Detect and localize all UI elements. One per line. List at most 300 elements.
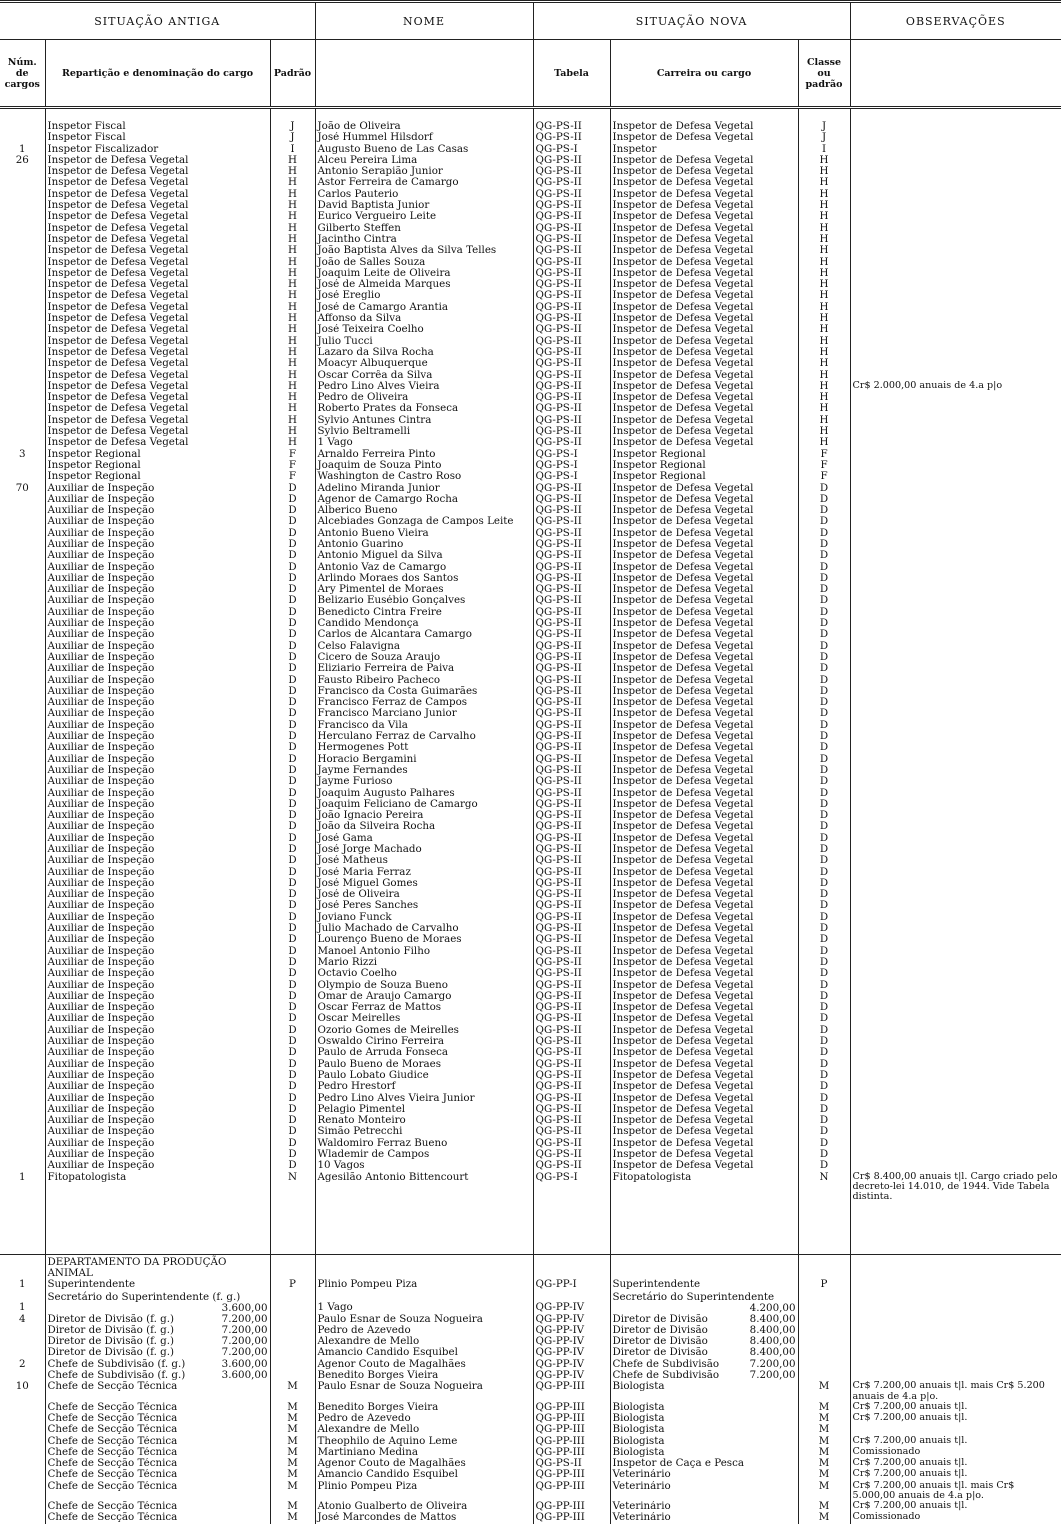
- num-cargos-cell: [0, 415, 45, 426]
- cargo-cell: Auxiliar de Inspeção: [45, 1047, 270, 1058]
- table-row: [0, 957, 1061, 968]
- padrao-cell: D: [270, 720, 315, 731]
- carreira-cell: Inspetor de Defesa Vegetal: [610, 1093, 798, 1104]
- cargo-cell: Auxiliar de Inspeção: [45, 584, 270, 595]
- name-cell: Atonio Gualberto de Oliveira: [315, 1501, 533, 1512]
- classe-cell: D: [798, 483, 850, 494]
- observation-cell: [850, 776, 1061, 787]
- name-cell: José Gama: [315, 833, 533, 844]
- classe-cell: D: [798, 867, 850, 878]
- cargo-cell: Auxiliar de Inspeção: [45, 618, 270, 629]
- table-row: [0, 1047, 1061, 1058]
- classe-cell: H: [798, 223, 850, 234]
- table-row: [0, 1172, 1061, 1203]
- classe-cell: D: [798, 776, 850, 787]
- observation-cell: [850, 1002, 1061, 1013]
- cargo-label: Secretário do Superintendente (f. g.): [47, 1290, 241, 1303]
- padrao-cell: D: [270, 494, 315, 505]
- cargo-label: Chefe de Secção Técnica: [47, 1413, 178, 1424]
- table-row: [0, 912, 1061, 923]
- carreira-label: Chefe de Subdivisão: [612, 1358, 720, 1370]
- num-cargos-cell: [0, 290, 45, 301]
- padrao-cell: D: [270, 1025, 315, 1036]
- table-row: [0, 336, 1061, 347]
- padrao-cell: F: [270, 449, 315, 460]
- name-cell: Joaquim Leite de Oliveira: [315, 268, 533, 279]
- table-row: [0, 934, 1061, 945]
- cargo-label: Chefe de Subdivisão (f. g.): [47, 1358, 186, 1370]
- observation-cell: [850, 957, 1061, 968]
- padrao-cell: H: [270, 279, 315, 290]
- observation-cell: [850, 1093, 1061, 1104]
- table-row: [0, 550, 1061, 561]
- carreira-cell: [610, 1512, 798, 1523]
- num-cargos-cell: [0, 1458, 45, 1469]
- table-row: [0, 663, 1061, 674]
- classe-cell: D: [798, 1070, 850, 1081]
- observation-cell: [850, 403, 1061, 414]
- cargo-cell: Inspetor de Defesa Vegetal: [45, 415, 270, 426]
- carreira-cell: Inspetor de Defesa Vegetal: [610, 833, 798, 844]
- name-cell: Wlademir de Campos: [315, 1149, 533, 1160]
- table-row: [0, 290, 1061, 301]
- num-cargos-cell: [0, 528, 45, 539]
- classe-cell: H: [798, 189, 850, 200]
- padrao-cell: H: [270, 211, 315, 222]
- carreira-cell: [610, 1291, 798, 1314]
- name-cell: Pedro Lino Alves Vieira Junior: [315, 1093, 533, 1104]
- num-cargos-cell: [0, 460, 45, 471]
- tabela-cell: QG-PS-II: [533, 878, 610, 889]
- padrao-cell: M: [270, 1469, 315, 1480]
- cargo-cell: Auxiliar de Inspeção: [45, 1081, 270, 1092]
- cargo-cell: Inspetor Regional: [45, 449, 270, 460]
- name-cell: Carlos de Alcantara Camargo: [315, 629, 533, 640]
- classe-cell: D: [798, 844, 850, 855]
- observation-cell: [850, 324, 1061, 335]
- tabela-cell: QG-PS-II: [533, 776, 610, 787]
- carreira-cell: Inspetor de Defesa Vegetal: [610, 437, 798, 448]
- padrao-cell: D: [270, 607, 315, 618]
- num-cargos-cell: [0, 900, 45, 911]
- num-cargos-cell: [0, 968, 45, 979]
- num-cargos-cell: [0, 302, 45, 313]
- padrao-cell: D: [270, 1002, 315, 1013]
- carreira-label: Superintendente: [612, 1279, 701, 1291]
- cargo-cell: [45, 1424, 270, 1435]
- cargo-cell: Inspetor de Defesa Vegetal: [45, 336, 270, 347]
- carreira-cell: Inspetor de Defesa Vegetal: [610, 652, 798, 663]
- name-cell: Octavio Coelho: [315, 968, 533, 979]
- tabela-cell: QG-PS-II: [533, 900, 610, 911]
- carreira-cell: Inspetor de Defesa Vegetal: [610, 923, 798, 934]
- table-row: [0, 799, 1061, 810]
- classe-cell: J: [798, 121, 850, 132]
- padrao-cell: D: [270, 980, 315, 991]
- observation-cell: [850, 912, 1061, 923]
- tabela-cell: QG-PS-II: [533, 370, 610, 381]
- tabela-cell: QG-PS-II: [533, 1160, 610, 1171]
- classe-cell: D: [798, 1059, 850, 1070]
- name-cell: Antonio Miguel da Silva: [315, 550, 533, 561]
- cargo-cell: Auxiliar de Inspeção: [45, 720, 270, 731]
- tabela-header: Tabela: [533, 40, 610, 108]
- classe-cell: D: [798, 663, 850, 674]
- observation-cell: Cr$ 7.200,00 anuais t|l. mais Cr$ 5.000,00 anuais de 4.a p|o.: [850, 1481, 1061, 1501]
- cargo-cell: Inspetor de Defesa Vegetal: [45, 437, 270, 448]
- table-row: [0, 855, 1061, 866]
- observation-cell: [850, 505, 1061, 516]
- padrao-cell: D: [270, 1115, 315, 1126]
- padrao-cell: H: [270, 392, 315, 403]
- name-cell: Pedro Lino Alves Vieira: [315, 381, 533, 392]
- tabela-cell: QG-PS-II: [533, 245, 610, 256]
- table-row: [0, 618, 1061, 629]
- padrao-cell: J: [270, 121, 315, 132]
- observation-cell: [850, 697, 1061, 708]
- table-row: [0, 449, 1061, 460]
- num-cargos-cell: 3: [18, 448, 26, 460]
- table-row: [0, 1081, 1061, 1092]
- tabela-cell: QG-PS-II: [533, 584, 610, 595]
- cargo-label: Diretor de Divisão (f. g.): [47, 1336, 174, 1348]
- padrao-cell: H: [270, 189, 315, 200]
- classe-cell: D: [798, 1036, 850, 1047]
- carreira-cell: Inspetor de Defesa Vegetal: [610, 358, 798, 369]
- carreira-cell: Inspetor de Defesa Vegetal: [610, 1160, 798, 1171]
- carreira-cell: Inspetor de Defesa Vegetal: [610, 528, 798, 539]
- table-row: [0, 1138, 1061, 1149]
- cargo-cell: Auxiliar de Inspeção: [45, 516, 270, 527]
- num-cargos-cell: [0, 765, 45, 776]
- table-row: [0, 1002, 1061, 1013]
- table-row: [0, 1347, 1061, 1358]
- num-cargos-cell: [0, 629, 45, 640]
- tabela-cell: QG-PP-IV: [533, 1291, 610, 1314]
- classe-cell: D: [798, 957, 850, 968]
- num-cargos-cell: [0, 1149, 45, 1160]
- num-cargos-cell: [0, 268, 45, 279]
- cargo-cell: Inspetor de Defesa Vegetal: [45, 177, 270, 188]
- carreira-cell: Inspetor de Defesa Vegetal: [610, 663, 798, 674]
- name-cell: José Ereglio: [315, 290, 533, 301]
- carreira-cell: Inspetor de Defesa Vegetal: [610, 697, 798, 708]
- observation-cell: [850, 844, 1061, 855]
- tabela-cell: QG-PS-II: [533, 313, 610, 324]
- classe-cell: I: [798, 144, 850, 155]
- classe-cell: D: [798, 878, 850, 889]
- num-cargos-cell: [0, 980, 45, 991]
- num-cargos-cell: [0, 957, 45, 968]
- name-cell: Paulo Esnar de Souza Nogueira: [315, 1381, 533, 1401]
- cargo-cell: Inspetor Regional: [45, 471, 270, 482]
- table-row: [0, 245, 1061, 256]
- observation-cell: [850, 855, 1061, 866]
- observation-cell: [850, 132, 1061, 143]
- num-cargos-cell: [0, 641, 45, 652]
- padrao-cell: H: [270, 223, 315, 234]
- tabela-cell: QG-PP-III: [533, 1501, 610, 1512]
- tabela-cell: QG-PS-II: [533, 121, 610, 132]
- padrao-cell: D: [270, 1104, 315, 1115]
- observation-cell: Cr$ 7.200,00 anuais t|l. mais Cr$ 5.200 anuais de 4.a p|o.: [850, 1381, 1061, 1401]
- padrao-cell: D: [270, 528, 315, 539]
- padrao-cell: D: [270, 562, 315, 573]
- table-row: [0, 1059, 1061, 1070]
- padrao-cell: [270, 1325, 315, 1336]
- cargo-cell: Auxiliar de Inspeção: [45, 1002, 270, 1013]
- padrao-cell: F: [270, 471, 315, 482]
- tabela-cell: QG-PS-II: [533, 686, 610, 697]
- name-cell: Lourenço Bueno de Moraes: [315, 934, 533, 945]
- classe-cell: H: [798, 245, 850, 256]
- name-cell: Horacio Bergamini: [315, 754, 533, 765]
- carreira-cell: Inspetor de Defesa Vegetal: [610, 1013, 798, 1024]
- cargo-cell: [45, 1458, 270, 1469]
- cargo-cell: Inspetor de Defesa Vegetal: [45, 313, 270, 324]
- classe-cell: M: [798, 1469, 850, 1480]
- observation-cell: [850, 370, 1061, 381]
- classe-cell: D: [798, 1025, 850, 1036]
- num-cargos-cell: 1: [18, 1171, 26, 1183]
- carreira-cell: Inspetor de Defesa Vegetal: [610, 957, 798, 968]
- name-cell: 10 Vagos: [315, 1160, 533, 1171]
- padrao-cell: M: [270, 1447, 315, 1458]
- cargo-cell: Auxiliar de Inspeção: [45, 1138, 270, 1149]
- classe-cell: H: [798, 279, 850, 290]
- padrao-cell: P: [270, 1279, 315, 1290]
- tabela-cell: QG-PP-IV: [533, 1325, 610, 1336]
- num-cargos-cell: [0, 878, 45, 889]
- tabela-cell: QG-PS-II: [533, 833, 610, 844]
- num-cargos-cell: [0, 403, 45, 414]
- tabela-cell: QG-PS-II: [533, 957, 610, 968]
- group-header-row: [0, 2, 1061, 40]
- carreira-cell: Inspetor de Defesa Vegetal: [610, 788, 798, 799]
- padrao-cell: D: [270, 889, 315, 900]
- classe-cell: D: [798, 516, 850, 527]
- padrao-cell: D: [270, 584, 315, 595]
- carreira-cell: [610, 1458, 798, 1469]
- carreira-cell: Inspetor de Defesa Vegetal: [610, 968, 798, 979]
- new-situation-header: SITUAÇÃO NOVA: [533, 2, 850, 40]
- classe-cell: D: [798, 934, 850, 945]
- tabela-cell: QG-PS-II: [533, 629, 610, 640]
- name-cell: Paulo Bueno de Moraes: [315, 1059, 533, 1070]
- carreira-cell: [610, 1336, 798, 1347]
- carreira-header: Carreira ou cargo: [610, 40, 798, 108]
- carreira-cell: Inspetor de Defesa Vegetal: [610, 720, 798, 731]
- tabela-cell: QG-PS-II: [533, 528, 610, 539]
- observation-cell: [850, 223, 1061, 234]
- name-cell: Eliziario Ferreira de Paiva: [315, 663, 533, 674]
- observation-cell: Comissionado: [850, 1447, 1061, 1458]
- num-cargos-cell: [0, 234, 45, 245]
- carreira-cell: Inspetor de Defesa Vegetal: [610, 1059, 798, 1070]
- num-cargos-cell: 10: [15, 1381, 29, 1393]
- tabela-cell: QG-PS-II: [533, 934, 610, 945]
- observation-cell: Comissionado: [850, 1512, 1061, 1523]
- num-cargos-cell: [0, 121, 45, 132]
- classe-cell: F: [798, 460, 850, 471]
- table-row: [0, 358, 1061, 369]
- carreira-label: Biologista: [612, 1401, 665, 1413]
- classe-cell: D: [798, 584, 850, 595]
- tabela-cell: QG-PS-II: [533, 223, 610, 234]
- tabela-cell: QG-PP-III: [533, 1381, 610, 1401]
- padrao-cell: [270, 1370, 315, 1381]
- padrao-cell: D: [270, 629, 315, 640]
- padrao-cell: D: [270, 957, 315, 968]
- amount-new: 8.400,00: [749, 1313, 796, 1325]
- name-cell: Amancio Candido Esquibel: [315, 1347, 533, 1358]
- name-cell: Benedito Borges Vieira: [315, 1402, 533, 1413]
- padrao-cell: J: [270, 132, 315, 143]
- table-row: [0, 1447, 1061, 1458]
- table-row: [0, 991, 1061, 1002]
- carreira-cell: Inspetor de Defesa Vegetal: [610, 641, 798, 652]
- tabela-cell: QG-PS-II: [533, 155, 610, 166]
- cargo-cell: Inspetor de Defesa Vegetal: [45, 279, 270, 290]
- tabela-cell: QG-PS-II: [533, 177, 610, 188]
- num-cargos-cell: [0, 358, 45, 369]
- table-row: [0, 539, 1061, 550]
- tabela-cell: QG-PS-II: [533, 923, 610, 934]
- carreira-cell: Inspetor de Defesa Vegetal: [610, 290, 798, 301]
- observation-cell: [850, 708, 1061, 719]
- carreira-cell: Inspetor de Defesa Vegetal: [610, 855, 798, 866]
- classe-cell: D: [798, 810, 850, 821]
- name-cell: Alceu Pereira Lima: [315, 155, 533, 166]
- observation-cell: [850, 336, 1061, 347]
- classe-cell: D: [798, 539, 850, 550]
- observation-cell: [850, 437, 1061, 448]
- name-cell: Alcebiades Gonzaga de Campos Leite: [315, 516, 533, 527]
- num-cargos-cell: [0, 1115, 45, 1126]
- table-row: [0, 867, 1061, 878]
- cargo-label: Diretor de Divisão (f. g.): [47, 1347, 174, 1359]
- padrao-cell: D: [270, 923, 315, 934]
- classe-header: Classe ou padrão: [798, 40, 850, 108]
- cargo-cell: Auxiliar de Inspeção: [45, 573, 270, 584]
- classe-cell: H: [798, 426, 850, 437]
- padrao-cell: D: [270, 1093, 315, 1104]
- cargo-cell: Auxiliar de Inspeção: [45, 629, 270, 640]
- cargo-label: Chefe de Subdivisão (f. g.): [47, 1370, 186, 1381]
- observation-cell: [850, 1160, 1061, 1171]
- tabela-cell: QG-PP-IV: [533, 1370, 610, 1381]
- padrao-cell: H: [270, 302, 315, 313]
- observation-cell: [850, 426, 1061, 437]
- observation-cell: [850, 1314, 1061, 1325]
- classe-cell: H: [798, 166, 850, 177]
- padrao-cell: D: [270, 946, 315, 957]
- cargo-cell: Inspetor de Defesa Vegetal: [45, 347, 270, 358]
- cargo-cell: Inspetor de Defesa Vegetal: [45, 200, 270, 211]
- observation-cell: [850, 1115, 1061, 1126]
- table-row: [0, 268, 1061, 279]
- cargo-cell: Inspetor Fiscal: [45, 121, 270, 132]
- num-cargos-cell: [0, 686, 45, 697]
- name-cell: Alberico Bueno: [315, 505, 533, 516]
- carreira-cell: Inspetor de Defesa Vegetal: [610, 1104, 798, 1115]
- observation-cell: [850, 415, 1061, 426]
- tabela-cell: QG-PS-II: [533, 946, 610, 957]
- observation-cell: [850, 923, 1061, 934]
- name-cell: Paulo Esnar de Souza Nogueira: [315, 1314, 533, 1325]
- observation-cell: [850, 1138, 1061, 1149]
- cargo-cell: Inspetor de Defesa Vegetal: [45, 223, 270, 234]
- carreira-cell: Inspetor de Defesa Vegetal: [610, 889, 798, 900]
- padrao-cell: [270, 1314, 315, 1325]
- classe-cell: D: [798, 1115, 850, 1126]
- tabela-cell: QG-PS-II: [533, 1104, 610, 1115]
- num-cargos-cell: [0, 708, 45, 719]
- num-cargos-cell: [0, 1481, 45, 1501]
- classe-cell: [798, 1314, 850, 1325]
- padrao-cell: D: [270, 686, 315, 697]
- table-row: [0, 1115, 1061, 1126]
- carreira-cell: Inspetor de Defesa Vegetal: [610, 211, 798, 222]
- classe-cell: D: [798, 731, 850, 742]
- carreira-label: Biologista: [612, 1381, 665, 1393]
- classe-cell: D: [798, 788, 850, 799]
- classe-cell: D: [798, 765, 850, 776]
- num-cargos-cell: [0, 516, 45, 527]
- carreira-cell: Inspetor de Defesa Vegetal: [610, 177, 798, 188]
- num-cargos-cell: [0, 1047, 45, 1058]
- cargo-cell: Inspetor de Defesa Vegetal: [45, 358, 270, 369]
- num-cargos-cell: [0, 437, 45, 448]
- num-cargos-cell: [0, 166, 45, 177]
- padrao-cell: H: [270, 347, 315, 358]
- observation-cell: Cr$ 2.000,00 anuais de 4.a p|o: [850, 381, 1061, 392]
- classe-cell: D: [798, 1081, 850, 1092]
- amount-old: 3.600,00: [221, 1370, 268, 1381]
- amount-old: 3.600,00: [221, 1301, 268, 1314]
- observation-cell: Cr$ 7.200,00 anuais t|l.: [850, 1458, 1061, 1469]
- classe-cell: H: [798, 336, 850, 347]
- table-row: [0, 460, 1061, 471]
- cargo-cell: [45, 1512, 270, 1523]
- tabela-cell: QG-PP-III: [533, 1413, 610, 1424]
- carreira-cell: Inspetor de Defesa Vegetal: [610, 595, 798, 606]
- carreira-cell: [610, 1436, 798, 1447]
- tabela-cell: QG-PS-II: [533, 1126, 610, 1137]
- padrao-cell: D: [270, 799, 315, 810]
- plant-defense-section: [0, 108, 1061, 1203]
- table-row: [0, 211, 1061, 222]
- cargo-label: Chefe de Secção Técnica: [47, 1501, 178, 1513]
- classe-cell: D: [798, 1160, 850, 1171]
- tabela-cell: QG-PS-II: [533, 663, 610, 674]
- num-cargos-cell: [0, 1370, 45, 1381]
- table-row: [0, 1501, 1061, 1512]
- cargo-cell: Auxiliar de Inspeção: [45, 686, 270, 697]
- padrao-cell: M: [270, 1481, 315, 1501]
- classe-cell: H: [798, 381, 850, 392]
- carreira-cell: Inspetor de Defesa Vegetal: [610, 562, 798, 573]
- table-row: [0, 1424, 1061, 1435]
- classe-cell: H: [798, 324, 850, 335]
- classe-cell: D: [798, 991, 850, 1002]
- observation-cell: [850, 686, 1061, 697]
- observation-cell: [850, 392, 1061, 403]
- name-subheader: [315, 40, 533, 108]
- carreira-cell: [610, 1359, 798, 1370]
- padrao-cell: H: [270, 234, 315, 245]
- name-cell: Eurico Vergueiro Leite: [315, 211, 533, 222]
